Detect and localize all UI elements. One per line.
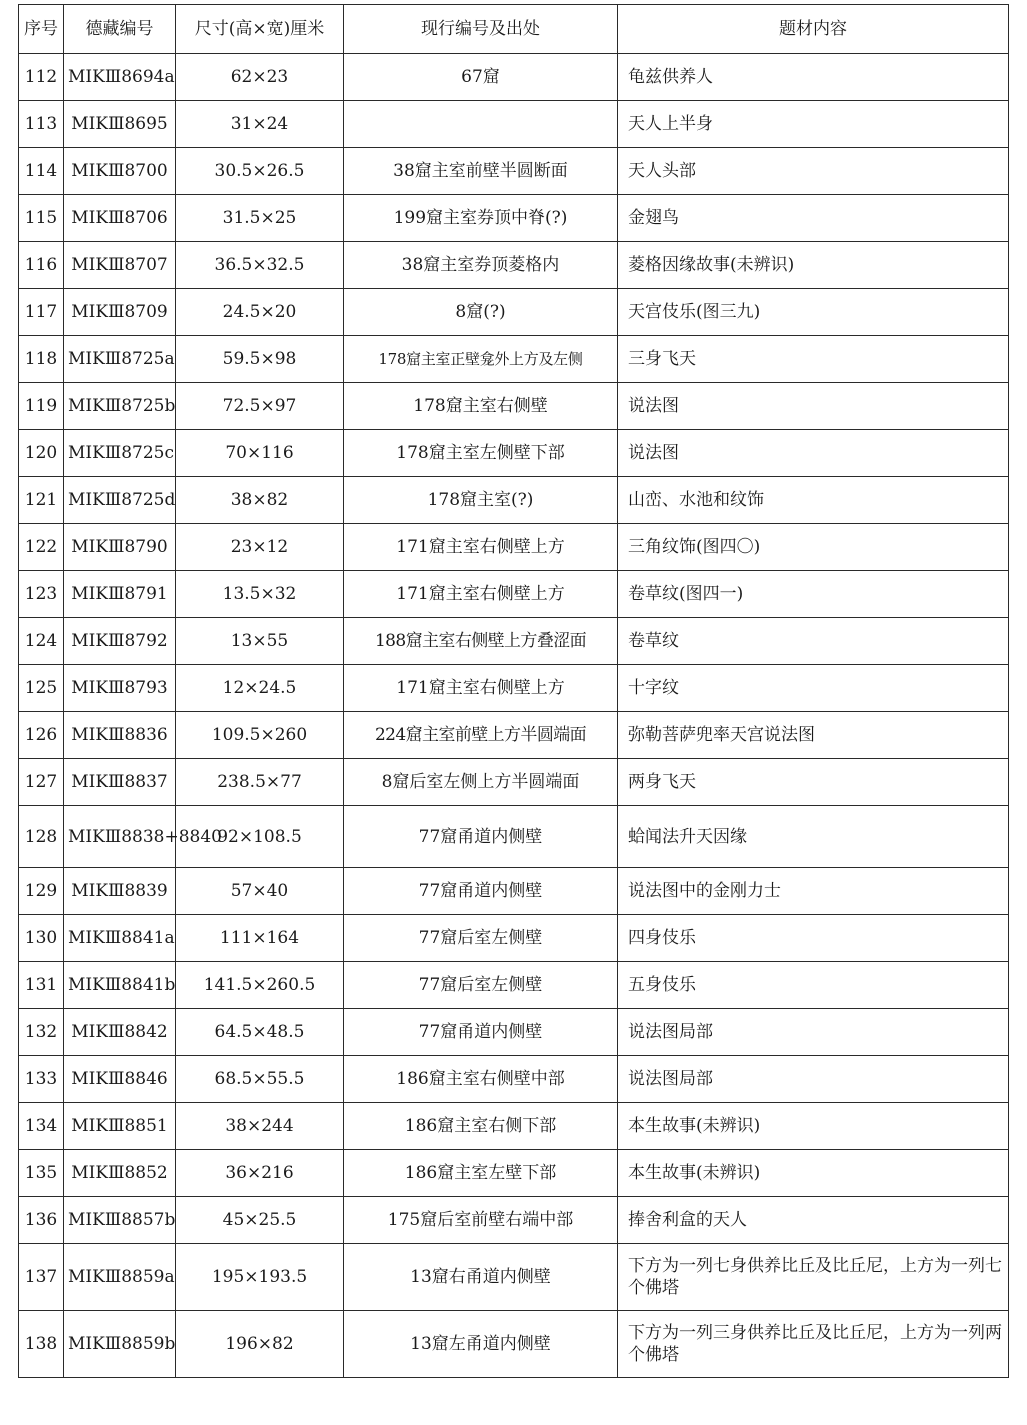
cell-location: 178窟主室右侧壁 — [344, 383, 618, 430]
cell-subject: 说法图局部 — [618, 1056, 1009, 1103]
cell-size: 12×24.5 — [176, 665, 344, 712]
cell-size: 13×55 — [176, 618, 344, 665]
cell-number: 127 — [19, 759, 64, 806]
cell-number: 129 — [19, 868, 64, 915]
table-row — [19, 54, 1009, 101]
cell-catalog-id: MIKⅢ8837 — [64, 759, 176, 806]
cell-subject: 说法图 — [618, 430, 1009, 477]
table-row — [19, 1244, 1009, 1311]
cell-size: 23×12 — [176, 524, 344, 571]
cell-size: 38×244 — [176, 1103, 344, 1150]
cell-size: 196×82 — [176, 1311, 344, 1378]
cell-number: 117 — [19, 289, 64, 336]
cell-subject: 说法图局部 — [618, 1009, 1009, 1056]
header-german-catalog-id: 德藏编号 — [64, 5, 176, 54]
table-row — [19, 383, 1009, 430]
cell-catalog-id: MIKⅢ8695 — [64, 101, 176, 148]
table-row — [19, 759, 1009, 806]
cell-number: 115 — [19, 195, 64, 242]
cell-subject: 四身伎乐 — [618, 915, 1009, 962]
catalog-table-sheet — [18, 4, 1008, 1420]
cell-subject: 两身飞天 — [618, 759, 1009, 806]
cell-size: 64.5×48.5 — [176, 1009, 344, 1056]
cell-catalog-id: MIKⅢ8842 — [64, 1009, 176, 1056]
cell-catalog-id: MIKⅢ8725d — [64, 477, 176, 524]
cell-catalog-id: MIKⅢ8841b — [64, 962, 176, 1009]
cell-location: 199窟主室券顶中脊(?) — [344, 195, 618, 242]
cell-location: 38窟主室前壁半圆断面 — [344, 148, 618, 195]
cell-number: 122 — [19, 524, 64, 571]
cell-size: 45×25.5 — [176, 1197, 344, 1244]
cell-location: 8窟(?) — [344, 289, 618, 336]
cell-size: 62×23 — [176, 54, 344, 101]
table-row — [19, 665, 1009, 712]
cell-number: 124 — [19, 618, 64, 665]
cell-location: 77窟甬道内侧壁 — [344, 806, 618, 868]
cell-number: 131 — [19, 962, 64, 1009]
cell-location: 178窟主室左侧壁下部 — [344, 430, 618, 477]
cell-subject: 说法图中的金刚力士 — [618, 868, 1009, 915]
cell-location: 186窟主室左壁下部 — [344, 1150, 618, 1197]
cell-catalog-id: MIKⅢ8725c — [64, 430, 176, 477]
table-row — [19, 1311, 1009, 1378]
cell-location: 171窟主室右侧壁上方 — [344, 524, 618, 571]
cell-number: 126 — [19, 712, 64, 759]
table-row — [19, 618, 1009, 665]
cell-catalog-id: MIKⅢ8694a — [64, 54, 176, 101]
header-current-location: 现行编号及出处 — [344, 5, 618, 54]
cell-catalog-id: MIKⅢ8725a — [64, 336, 176, 383]
cell-location: 77窟甬道内侧壁 — [344, 1009, 618, 1056]
cell-number: 135 — [19, 1150, 64, 1197]
cell-subject: 五身伎乐 — [618, 962, 1009, 1009]
cell-location: 178窟主室(?) — [344, 477, 618, 524]
cell-subject: 蛤闻法升天因缘 — [618, 806, 1009, 868]
cell-catalog-id: MIKⅢ8841a — [64, 915, 176, 962]
table-row — [19, 868, 1009, 915]
cell-catalog-id: MIKⅢ8836 — [64, 712, 176, 759]
table-row — [19, 712, 1009, 759]
cell-size: 59.5×98 — [176, 336, 344, 383]
header-number: 序号 — [19, 5, 64, 54]
cell-size: 57×40 — [176, 868, 344, 915]
cell-subject: 菱格因缘故事(未辨识) — [618, 242, 1009, 289]
table-row — [19, 1056, 1009, 1103]
cell-location: 67窟 — [344, 54, 618, 101]
table-row — [19, 571, 1009, 618]
cell-location: 175窟后室前壁右端中部 — [344, 1197, 618, 1244]
cell-size: 68.5×55.5 — [176, 1056, 344, 1103]
cell-subject: 天人头部 — [618, 148, 1009, 195]
header-subject: 题材内容 — [618, 5, 1009, 54]
cell-number: 121 — [19, 477, 64, 524]
cell-location: 178窟主室正壁龛外上方及左侧 — [344, 336, 618, 383]
cell-subject: 卷草纹 — [618, 618, 1009, 665]
cell-size: 70×116 — [176, 430, 344, 477]
cell-subject: 山峦、水池和纹饰 — [618, 477, 1009, 524]
cell-number: 134 — [19, 1103, 64, 1150]
cell-location: 186窟主室右侧壁中部 — [344, 1056, 618, 1103]
cell-number: 133 — [19, 1056, 64, 1103]
table-row — [19, 430, 1009, 477]
cell-catalog-id: MIKⅢ8859b — [64, 1311, 176, 1378]
cell-catalog-id: MIKⅢ8707 — [64, 242, 176, 289]
cell-size: 31.5×25 — [176, 195, 344, 242]
cell-catalog-id: MIKⅢ8838+8840 — [64, 806, 176, 868]
cell-size: 36×216 — [176, 1150, 344, 1197]
table-row — [19, 101, 1009, 148]
cell-subject: 说法图 — [618, 383, 1009, 430]
cell-location: 171窟主室右侧壁上方 — [344, 571, 618, 618]
table-row — [19, 962, 1009, 1009]
cell-subject: 下方为一列三身供养比丘及比丘尼，上方为一列两个佛塔 — [618, 1311, 1009, 1378]
cell-subject: 十字纹 — [618, 665, 1009, 712]
cell-size: 36.5×32.5 — [176, 242, 344, 289]
cell-subject: 卷草纹(图四一) — [618, 571, 1009, 618]
cell-subject: 金翅鸟 — [618, 195, 1009, 242]
table-row — [19, 1150, 1009, 1197]
cell-number: 120 — [19, 430, 64, 477]
cell-location: 13窟右甬道内侧壁 — [344, 1244, 618, 1311]
table-row — [19, 1103, 1009, 1150]
cell-number: 113 — [19, 101, 64, 148]
cell-number: 132 — [19, 1009, 64, 1056]
cell-size: 238.5×77 — [176, 759, 344, 806]
cell-location: 77窟甬道内侧壁 — [344, 868, 618, 915]
table-row — [19, 1009, 1009, 1056]
cell-number: 114 — [19, 148, 64, 195]
cell-size: 13.5×32 — [176, 571, 344, 618]
table-row — [19, 148, 1009, 195]
cell-size: 24.5×20 — [176, 289, 344, 336]
cell-size: 31×24 — [176, 101, 344, 148]
cell-subject: 天人上半身 — [618, 101, 1009, 148]
cell-size: 195×193.5 — [176, 1244, 344, 1311]
cell-catalog-id: MIKⅢ8791 — [64, 571, 176, 618]
cell-location: 77窟后室左侧壁 — [344, 915, 618, 962]
cell-number: 118 — [19, 336, 64, 383]
cell-number: 112 — [19, 54, 64, 101]
cell-subject: 三角纹饰(图四〇) — [618, 524, 1009, 571]
cell-number: 116 — [19, 242, 64, 289]
cell-size: 111×164 — [176, 915, 344, 962]
cell-catalog-id: MIKⅢ8725b — [64, 383, 176, 430]
cell-subject: 本生故事(未辨识) — [618, 1150, 1009, 1197]
cell-number: 119 — [19, 383, 64, 430]
cell-number: 138 — [19, 1311, 64, 1378]
cell-number: 125 — [19, 665, 64, 712]
cell-size: 92×108.5 — [176, 806, 344, 868]
cell-location: 8窟后室左侧上方半圆端面 — [344, 759, 618, 806]
table-row — [19, 477, 1009, 524]
cell-size: 141.5×260.5 — [176, 962, 344, 1009]
cell-catalog-id: MIKⅢ8700 — [64, 148, 176, 195]
cell-catalog-id: MIKⅢ8793 — [64, 665, 176, 712]
cell-subject: 天宫伎乐(图三九) — [618, 289, 1009, 336]
cell-catalog-id: MIKⅢ8790 — [64, 524, 176, 571]
cell-location: 77窟后室左侧壁 — [344, 962, 618, 1009]
table-row — [19, 915, 1009, 962]
cell-subject: 本生故事(未辨识) — [618, 1103, 1009, 1150]
table-row — [19, 806, 1009, 868]
cell-catalog-id: MIKⅢ8859a — [64, 1244, 176, 1311]
cell-subject: 龟兹供养人 — [618, 54, 1009, 101]
cell-subject: 弥勒菩萨兜率天宫说法图 — [618, 712, 1009, 759]
cell-size: 38×82 — [176, 477, 344, 524]
cell-location: 188窟主室右侧壁上方叠涩面 — [344, 618, 618, 665]
cell-subject: 下方为一列七身供养比丘及比丘尼，上方为一列七个佛塔 — [618, 1244, 1009, 1311]
cell-location — [344, 101, 618, 148]
table-row — [19, 195, 1009, 242]
cell-subject: 捧舍利盒的天人 — [618, 1197, 1009, 1244]
cell-number: 137 — [19, 1244, 64, 1311]
table-row — [19, 242, 1009, 289]
table-row — [19, 524, 1009, 571]
cell-location: 186窟主室右侧下部 — [344, 1103, 618, 1150]
cell-catalog-id: MIKⅢ8709 — [64, 289, 176, 336]
cell-catalog-id: MIKⅢ8792 — [64, 618, 176, 665]
cell-catalog-id: MIKⅢ8839 — [64, 868, 176, 915]
cell-catalog-id: MIKⅢ8857b — [64, 1197, 176, 1244]
table-row — [19, 336, 1009, 383]
cell-catalog-id: MIKⅢ8706 — [64, 195, 176, 242]
cell-catalog-id: MIKⅢ8846 — [64, 1056, 176, 1103]
cell-number: 128 — [19, 806, 64, 868]
cell-number: 123 — [19, 571, 64, 618]
cell-number: 136 — [19, 1197, 64, 1244]
cell-location: 224窟主室前壁上方半圆端面 — [344, 712, 618, 759]
cell-location: 13窟左甬道内侧壁 — [344, 1311, 618, 1378]
cell-size: 30.5×26.5 — [176, 148, 344, 195]
cell-catalog-id: MIKⅢ8851 — [64, 1103, 176, 1150]
cell-catalog-id: MIKⅢ8852 — [64, 1150, 176, 1197]
cell-size: 72.5×97 — [176, 383, 344, 430]
header-size: 尺寸(高×宽)厘米 — [176, 5, 344, 54]
cell-location: 38窟主室券顶菱格内 — [344, 242, 618, 289]
cell-size: 109.5×260 — [176, 712, 344, 759]
table-row — [19, 289, 1009, 336]
table-row — [19, 1197, 1009, 1244]
header-row — [19, 5, 1009, 54]
cell-subject: 三身飞天 — [618, 336, 1009, 383]
cell-number: 130 — [19, 915, 64, 962]
catalog-table — [18, 4, 1009, 1378]
cell-location: 171窟主室右侧壁上方 — [344, 665, 618, 712]
